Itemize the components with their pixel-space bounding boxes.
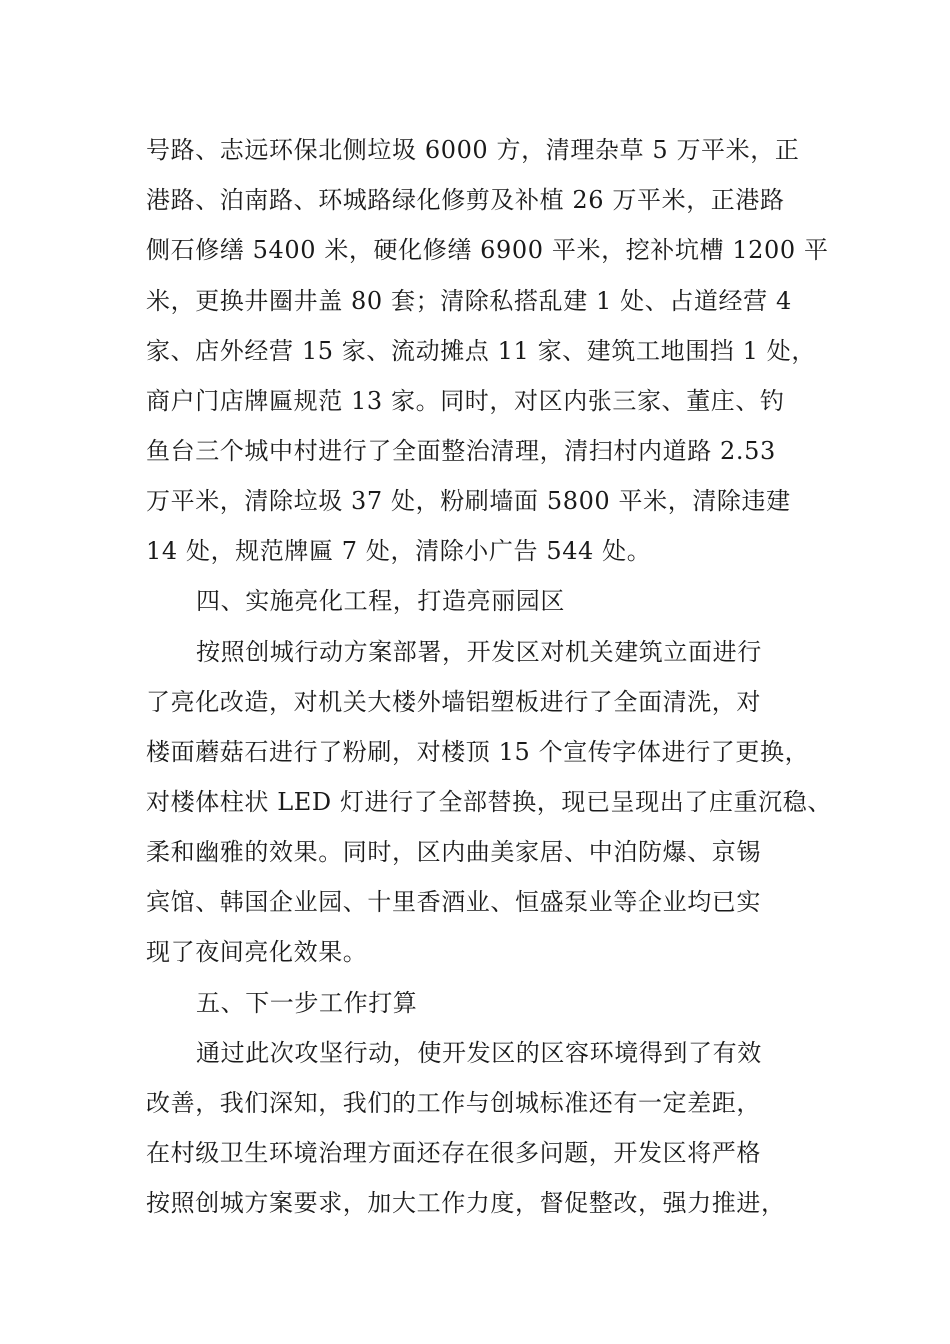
- body-text-line: 楼面蘑菇石进行了粉刷，对楼顶 15 个宣传字体进行了更换，: [146, 738, 810, 766]
- body-text-line: 号路、志远环保北侧垃圾 6000 方，清理杂草 5 万平米，正: [146, 136, 800, 164]
- body-text-line: 商户门店牌匾规范 13 家。同时，对区内张三家、董庄、钓: [146, 387, 785, 415]
- section-heading: 五、下一步工作打算: [196, 989, 418, 1017]
- body-text-line: 米，更换井圈井盖 80 套；清除私搭乱建 1 处、占道经营 4: [146, 287, 792, 315]
- paragraph-first-line: 按照创城行动方案部署，开发区对机关建筑立面进行: [196, 638, 762, 666]
- body-text-line: 对楼体柱状 LED 灯进行了全部替换，现已呈现出了庄重沉稳、: [146, 788, 832, 816]
- body-text-line: 在村级卫生环境治理方面还存在很多问题，开发区将严格: [146, 1139, 761, 1167]
- section-heading: 四、实施亮化工程，打造亮丽园区: [196, 587, 565, 615]
- body-text-line: 了亮化改造，对机关大楼外墙铝塑板进行了全面清洗，对: [146, 688, 761, 716]
- body-text-line: 14 处，规范牌匾 7 处，清除小广告 544 处。: [146, 537, 652, 565]
- body-text-line: 侧石修缮 5400 米，硬化修缮 6900 平米，挖补坑槽 1200 平: [146, 236, 829, 264]
- body-text-line: 改善，我们深知，我们的工作与创城标准还有一定差距，: [146, 1089, 761, 1117]
- body-text-line: 柔和幽雅的效果。同时，区内曲美家居、中泊防爆、京锡: [146, 838, 761, 866]
- body-text-line: 宾馆、韩国企业园、十里香酒业、恒盛泵业等企业均已实: [146, 888, 761, 916]
- paragraph-first-line: 通过此次攻坚行动，使开发区的区容环境得到了有效: [196, 1039, 762, 1067]
- body-text-line: 万平米，清除垃圾 37 处，粉刷墙面 5800 平米，清除违建: [146, 487, 791, 515]
- body-text-line: 现了夜间亮化效果。: [146, 938, 368, 966]
- body-text-line: 家、店外经营 15 家、流动摊点 11 家、建筑工地围挡 1 处，: [146, 337, 816, 365]
- body-text-line: 港路、泊南路、环城路绿化修剪及补植 26 万平米，正港路: [146, 186, 785, 214]
- body-text-line: 鱼台三个城中村进行了全面整治清理，清扫村内道路 2.53: [146, 437, 776, 465]
- body-text-line: 按照创城方案要求，加大工作力度，督促整改，强力推进，: [146, 1189, 786, 1217]
